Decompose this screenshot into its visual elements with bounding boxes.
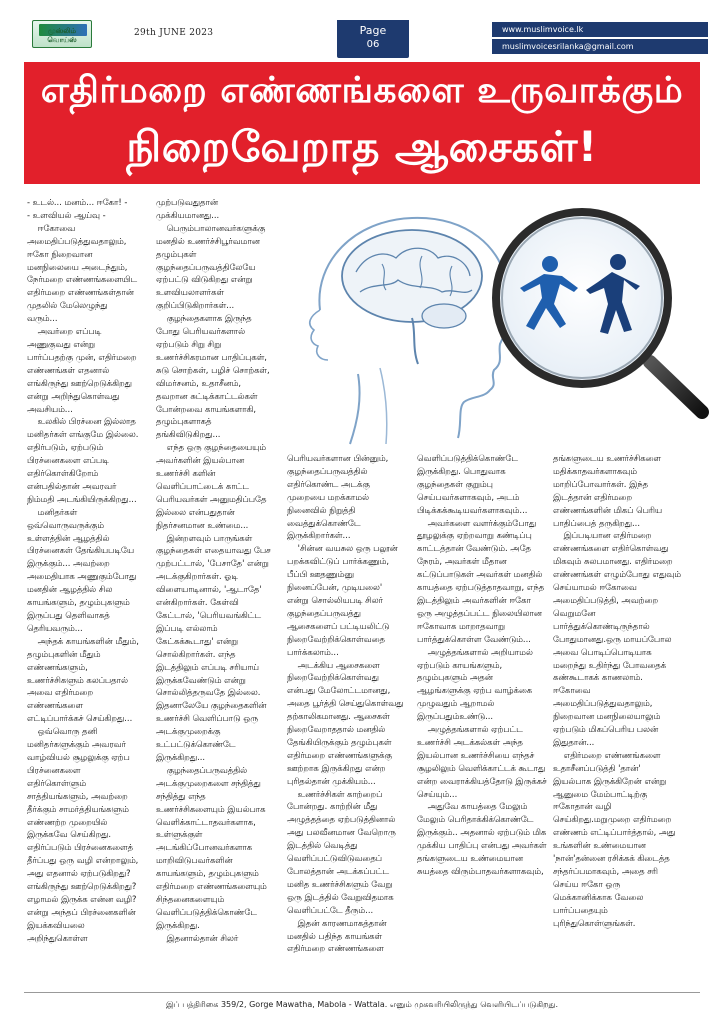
column-1-text: - உடல்... மனம்... ஈகோ! - - உளவியல் ஆய்வு - ஈகோவை அமைதிப்படுத்துவதாலும், ஈகோ நிறைவான மனநிலையை அடைந்தும், நேர்மறை எண்ணங்களையிட எதிர்மறை எண்ணங்கள்தான் முதலில் மேலெழுந்து வரும்... அவர்றை எப்படி அணுகுவது என்று பார்ப்பதற்கு முன், எதிர்மறை எண்ணங்கள் எதனால் எங்கிருந்து ஊற்றெடுக்கிறது என்று அறிந்துகொள்வது அவசியம்... உலகில் பிரச்னை இல்லாத மனிதர்கள் எங்குமே இல்லை. எதிர்படும், ஏற்படும் பிரச்னைகளை எப்படி எதிர்கொள்கிறோம் என்பதில்தான் அவரவர் நிம்மதி அடங்கியிருக்கிறது... மனிதர்கள் ஒவ்வொருவருக்கும் உள்ளத்தின் ஆழத்தில் பிரச்னைகள் தேங்கியபடியே இருக்கும்... அவற்றை அமைதியாக அணுகும்போது மனதின் ஆழத்தில் சில காயங்களும், தழும்புகளும் இருப்பது தெளிவாகத் தெரியவரும்... அந்தக் காயங்களின் மீதும், தழும்புகளின் மீதும் எண்ணங்களும், உணர்ச்சிகளும் கலப்பதால் அவை எதிர்மறை எண்ணங்களை எட்டிப்பார்க்கச் செய்கிறது... ஒவ்வொரு தனி மனிதர்களுக்கும் அவரவர் வாழ்வியல் சூழலுக்கு ஏற்ப பிரச்னைகளை எதிர்கொள்ளும் சாத்தியங்களும், அவற்றை தீர்க்கும் சாமர்த்தியங்களும் எண்ணற்ற முறையில் இருக்கவே செய்கிறது. எதிர்ப்படும் பிரச்னைகளைத் தீர்ப்பது ஒரு வழி என்றாலும், அது எதனால் ஏற்படுகிறது? எங்கிருந்து ஊற்றெடுக்கிறது? எழாமல் இருக்க என்ன வழி? என்று அந்தப் பிரச்னைகளின் இயக்கவியலை அறிந்துகொள்ள (27, 197, 139, 943)
column-4-text: வெளிப்படுத்திக்கொண்டே இருக்கிறது. பொதுவாக குழந்தைகள் குறும்பு செய்பவர்களாகவும், அடம் பிடிக்கக்கூடியவர்களாகவும்... அவர்களை வளர்க்கும்போது தூழலுக்கு ஏற்றவாறு கண்டிப்பு காட்டத்தான் வேண்டும். அதே நேரம், அவர்கள் மீதான கட்டுப்பாடுகள் அவர்கள் மனதில் காயத்தை ஏற்படுத்தாதவாறு, எந்த இடத்திலும் அவர்களின் ஈகோ ஒரு அழுத்தப்பட்ட நிலையிலான ஈகோவாக மாறாதவாறு பார்த்துக்கொள்ள வேண்டும்... அழுத்தங்களால் அறியாமல் ஏற்படும் காயங்களும், தழும்புகளும் அதன் ஆழங்களுக்கு ஏற்ப வாழ்க்கை முழுவதும் ஆறாமல் இருப்பதும்உண்டு... அழுத்தங்களால் ஏற்பட்ட உணர்ச்சி அடக்கல்கள் அந்த இயல்பான உணர்ச்சியை எந்தச் சூழலிலும் வெளிக்காட்டக் கூடாது என்ற வைராக்கியத்தோடு இருக்கச் செய்யும்... அதுவே காயத்தை மேலும் மேலும் பெரிதாக்கிக்கொண்டே இருக்கும்.. அதனால் ஏற்படும் மிக முக்கிய பாதிப்பு என்பது அவர்கள் தங்களுடைய உண்மையான சுயத்தை விரும்பாதவர்களாகவும், (417, 453, 547, 876)
magnifier-lens (496, 212, 668, 384)
footer-divider (24, 992, 700, 993)
masthead (0, 0, 724, 56)
column-5-text: தங்களுடைய உணர்ச்சிகளை மதிக்காதவர்களாகவும் மாறிப்போவார்கள். இந்த இடத்தான் எதிர்மறை எண்ணங்களின் மிகப் பெரிய பாதிப்பைத் தருகிறது... இப்படியான எதிர்மறை எண்ணங்களை எதிர்கொள்வது மிகவும் சுலபமானது. எதிர்மறை எண்ணங்கள் எழும்போது எதுவும் செய்யாமல் ஈகோவை அமைதிப்படுத்தி, அவற்றை வெறுமனே பார்த்துக்கொண்டிருந்தால் போதுமானது.ஒரு மாயப்போல அவை பொடிப்பொடியாக மறைந்து உதிர்ந்து போவதைக் கண்கூடாகக் காணலாம். ஈகோவை அமைதிப்படுத்துவதாலும், நிறைவான மனநிலையாலும் ஏற்படும் மிகப்பெரிய பலன் இதுதான்... எதிர்மறை எண்ணங்களை உதாசீனப்படுத்தி 'தான்' இயல்பாக இருக்கிறேன் என்று ஆனுமை மேம்பாட்டிற்கு ஈகோதான் வழி செய்கிறது.மறுமுறை எதிர்மறை எண்ணம் எட்டிப்பார்த்தால், அது உங்களின் உண்மையான 'நான்'தன்னை ரசிக்கக் கிடைத்த சந்தர்ப்பமாகவும், அதை சரி செய்ய ஈகோ ஒரு மெக்கானிக்காக வேலை பார்ப்பதையும் புரிந்துகொள்ளுங்கள். (553, 453, 682, 928)
article-column-3 (287, 452, 405, 988)
article-column-2 (156, 196, 272, 988)
newspaper-logo (32, 20, 92, 48)
column-3-text: பெரியவர்களான பின்னும், குழந்தைப்பருவத்தில் எதிர்கொண்ட அடக்கு முறையை மறக்காமல் நினைவில் நிறுத்தி வைத்துக்கொண்டே இருக்கிறார்கள்... 'சின்ன வயசுல ஒரு பலூன் பறக்கவிட்டுப் பார்க்கணும், பீப்பி ஊதணும்னு நினைப்பேன், முடியலை' என்று சொல்லியபடி சிலர் குழந்தைப்பருவத்து ஆசைகளைப் பட்டியலிட்டு நிறைவேற்றிக்கொள்வதை பார்க்கலாம்... அடக்கிய ஆசைகளை நிறைவேற்றிக்கொள்வது என்பது மேலோட்டமானது, அதை பூர்த்தி செய்துகொள்வது தற்காலிகமானது. ஆசைகள் நிறைவேறாததால் மனதில் தேங்கியிருக்கும் தழும்புகள் எதிர்மறை எண்ணங்களுக்கு ஊற்றாக இருக்கிறது என்ற புரிதல்தான் முக்கியம்... உணர்ச்சிகள் காற்றைப் போன்றது. காற்றின் மீது அழுத்தத்தை ஏற்படுத்தினால் அது பலவீனமான வேறொரு இடத்தில் வெடித்து வெளிப்பட்டுவிடுவதைப் போலத்தான் அடக்கப்பட்ட மனித உணர்ச்சிகளும் வேறு ஒரு இடத்தில் வேறுவிதமாக வெளிப்பட்டே தீரும்... இதன் காரணமாகத்தான் மனதில் பதிந்த காயங்கள் எதிர்மறை எண்ணங்களை (287, 453, 404, 954)
headline-line-2: நிறைவேறாத ஆசைகள்! (126, 122, 598, 171)
column-2-text: முற்படுவதுதான் முக்கியமானது... பெரும்பாலானவர்களுக்கு மனதில் உணர்ச்சிபூர்வமான தழும்புகள் குழந்தைப்பருவத்திலேயே ஏற்பட்டு விடுகிறது என்று உளவியலாளர்கள் குறிப்பிடுகிறார்கள்... குழந்தைகளாக இருந்த போது பெரியவர்களால் ஏற்படும் சிறு சிறு உணர்ச்சிகரமான பாதிப்புகள், சுடு சொற்கள், பழிச் சொற்கள், விமர்சனம், உதாசீனம், தவறான சுட்டிக்காட்டல்கள் போன்றவை காயங்களாகி, தழும்புகளாகத் தங்கிவிடுகிறது... எந்த ஒரு குழந்தையையும் அவர்களின் இயல்பான உணர்ச்சி களின் வெளிப்பாட்டைக் காட்ட பெரியவர்கள் அனுமதிப்பதே இல்லை என்பதுதான் நிதர்சனமான உண்மை... இன்றளவும் பாருங்கள் குழந்தைகள் எதையாவது பேச முற்பட்டால், 'பேசாதே' என்று அடக்குகிறார்கள். ஓடி விளையாடினால், 'ஆடாதே' என்கிறார்கள். கேள்வி கேட்டால், 'பெரியவங்கிட்ட இப்படி எல்லாம் கேட்கக்கூடாது' என்று சொல்கிறார்கள். எந்த இடத்திலும் எப்படி சரியாய் இருக்கவேண்டும் என்று சொல்லித்தருவதே இல்லை. இதனாலேயே குழந்தைகளின் உணர்ச்சி வெளிப்பாடு ஒரு அடக்குமுறைக்கு உட்பட்டுக்கொண்டே இருக்கிறது... குழந்தைப்பருவத்தில் அடக்குமுறைகளை சந்தித்து சந்தித்து எந்த உணர்ச்சிகளையும் இயல்பாக வெளிக்காட்டாதவர்களாக, உள்ளுக்குள் அடங்கிப்போனவர்களாக மாறிவிடுபவர்களின் காயங்களும், தழும்புகளும் எதிர்மறை எண்ணங்களையும் சிந்தனைகளையும் வெளிப்படுத்திக்கொண்டே இருக்கிறது. இதனால்தான் சிலர் (156, 197, 271, 943)
page-indicator (337, 20, 409, 58)
magnifier-handle (650, 362, 702, 412)
headline-banner (24, 62, 700, 184)
email-link[interactable]: muslimvoicesrilanka@gmail.com (492, 39, 708, 54)
website-link[interactable]: www.muslimvoice.lk (492, 22, 708, 37)
page-label: Page (359, 24, 387, 37)
neck-outline (350, 374, 360, 444)
publisher-address: இப் பத்திரிகை 359/2, Gorge Mawatha, Mabola - Wattala. எனும் முகவரியிலிருந்து வெளியிடப்படுகிறது. (165, 1000, 559, 1009)
article-column-4 (417, 452, 547, 988)
brain-magnifier-illustration (262, 192, 708, 450)
neck-inner (380, 368, 387, 444)
cerebellum (422, 304, 466, 328)
issue-date: 29th JUNE 2023 (134, 28, 214, 38)
headline-line-1: எதிர்மறை எண்ணங்களை உருவாக்கும் (40, 70, 684, 111)
article-column-1 (27, 196, 140, 988)
logo-text: முஸ்லிம் வொய்ஸ் (47, 27, 77, 44)
page-number: 06 (366, 39, 380, 50)
article-column-5 (553, 452, 681, 988)
